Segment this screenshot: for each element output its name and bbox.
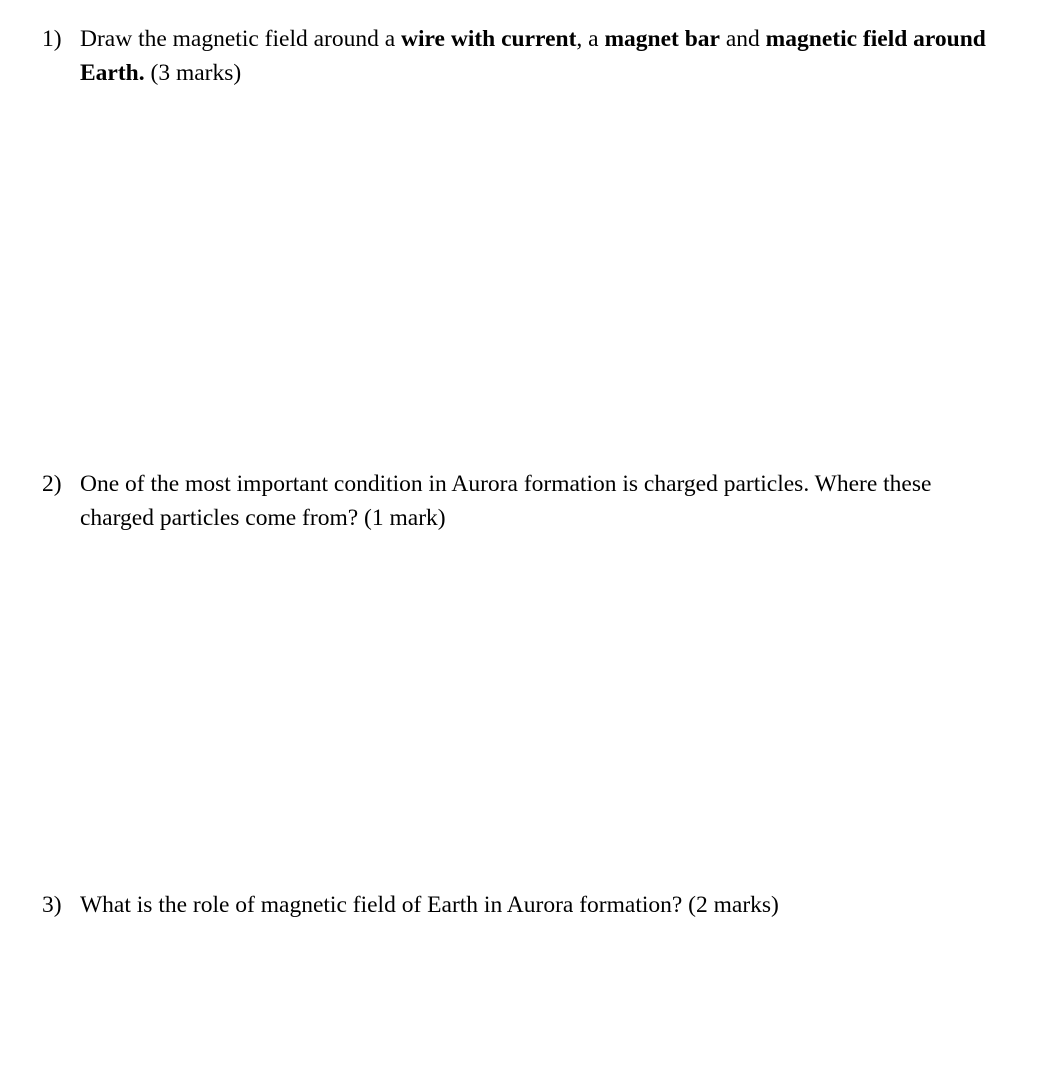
marks-label: (3 marks) xyxy=(144,60,242,86)
text-segment: Draw the magnetic field around a xyxy=(80,26,402,52)
question-2 xyxy=(42,467,1002,535)
bold-term: magnet bar xyxy=(604,26,720,52)
question-number: 1) xyxy=(42,26,62,52)
text-segment: One of the most important condition in Aurora formation is charged particles. Where these charged particles come from? (1 mark) xyxy=(80,471,932,531)
bold-term: magnetic field around Earth. xyxy=(80,26,986,86)
text-segment: and xyxy=(719,26,766,52)
question-text xyxy=(80,467,1002,535)
question-number: 3) xyxy=(42,892,62,918)
question-1 xyxy=(42,22,1002,90)
question-3 xyxy=(42,888,1002,922)
bold-term: wire with current xyxy=(401,26,577,52)
question-text xyxy=(80,888,1002,922)
text-segment: What is the role of magnetic field of Earth in Aurora formation? (2 marks) xyxy=(80,892,779,918)
question-text xyxy=(80,22,1002,90)
text-segment: , a xyxy=(576,26,605,52)
question-number: 2) xyxy=(42,471,62,497)
